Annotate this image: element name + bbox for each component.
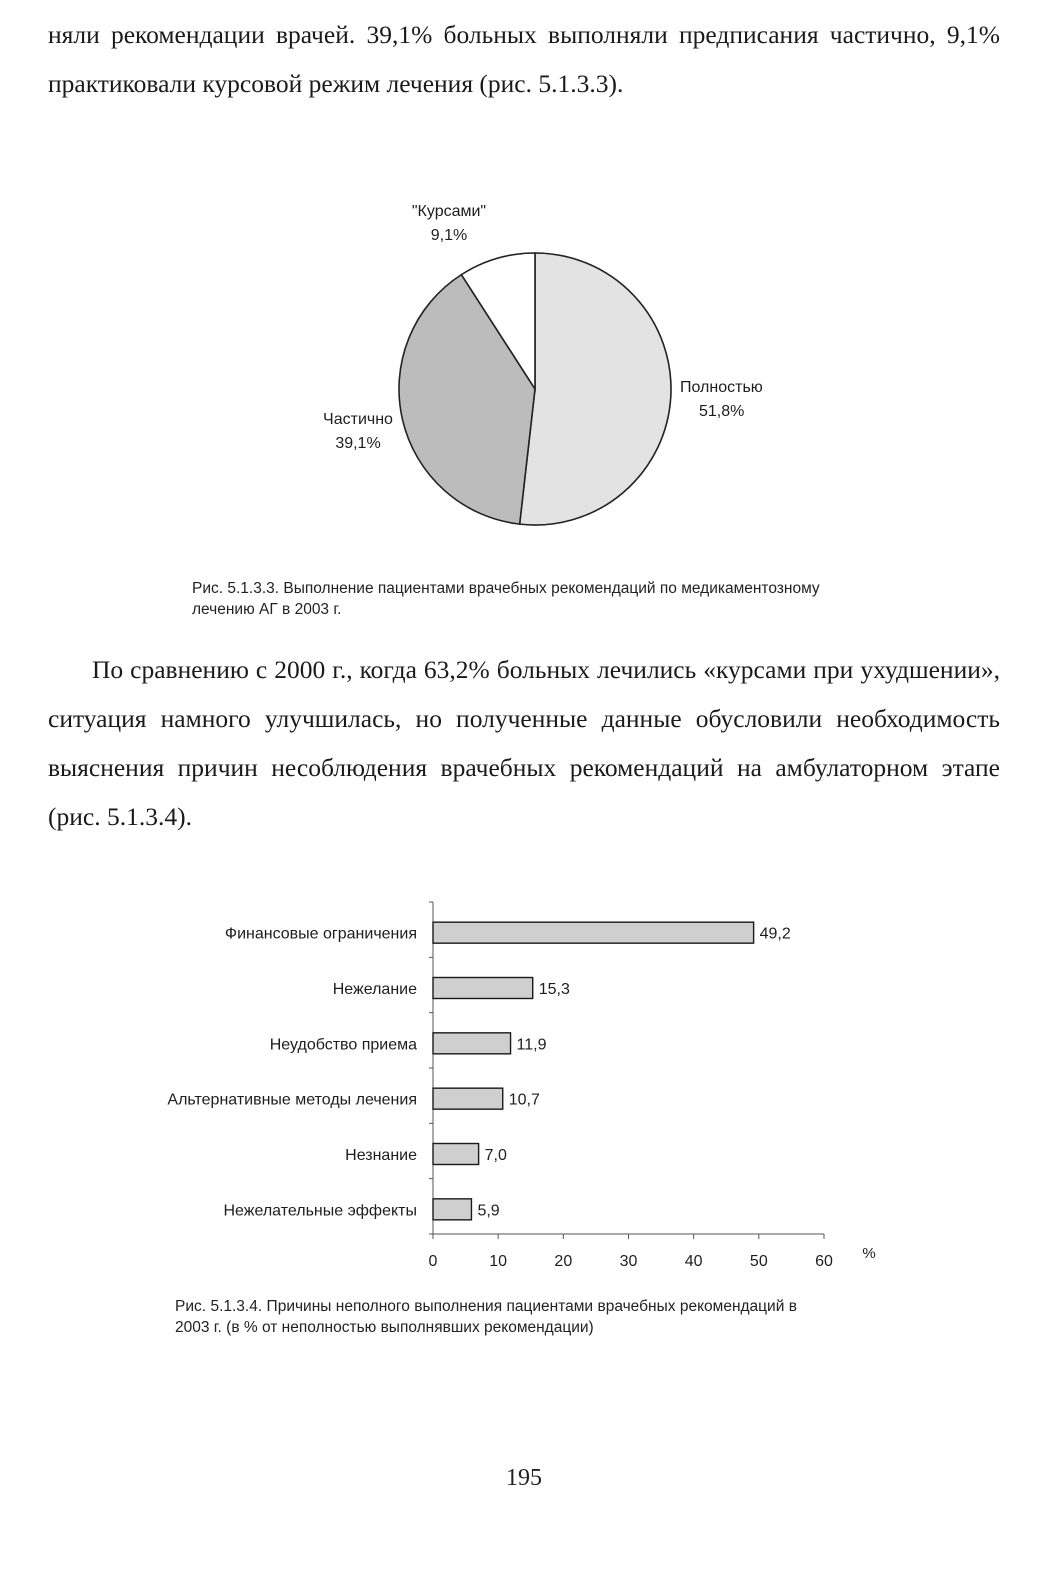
pie-label-partial-value: 39,1% <box>335 435 381 452</box>
page-number: 195 <box>506 1465 542 1491</box>
x-tick-label: 40 <box>684 1253 703 1270</box>
bar <box>433 1199 471 1220</box>
bar <box>433 1144 479 1165</box>
bar-value-label: 11,9 <box>516 1036 547 1054</box>
x-tick-label: 30 <box>619 1253 638 1270</box>
bar <box>433 978 533 999</box>
pie-label-courses-name: "Курсами" <box>411 203 487 220</box>
x-tick-label: 60 <box>815 1253 833 1270</box>
pie-label-full-name: Полностью <box>680 379 763 396</box>
pie-label-full-value: 51,8% <box>699 403 745 420</box>
bar-value-label: 5,9 <box>477 1202 500 1220</box>
paragraph-middle: По сравнению с 2000 г., когда 63,2% больных лечились «курсами при ухудшении», ситуация намного улучшилась, но полученные данные обусловили необходимость выяснения причин несоблюдения врачебных рекомендаций на амбулаторном этапе (рис. 5.1.3.4). <box>48 655 1000 831</box>
category-label: Незнание <box>345 1147 417 1164</box>
x-tick-label: 10 <box>489 1253 508 1270</box>
x-tick-label: 50 <box>749 1253 768 1270</box>
category-label: Финансовые ограничения <box>224 925 417 943</box>
bar <box>433 1088 503 1109</box>
bar-value-label: 49,2 <box>759 925 791 943</box>
bar-value-label: 10,7 <box>508 1091 540 1109</box>
category-label: Неудобство приема <box>269 1036 417 1054</box>
figure-1-caption: Рис. 5.1.3.3. Выполнение пациентами врачебных рекомендаций по медикаментозному лечению АГ в 2003 г. <box>192 580 820 618</box>
x-axis-unit-label: % <box>862 1245 876 1262</box>
bar-value-label: 7,0 <box>484 1147 507 1164</box>
category-label: Нежелательные эффекты <box>223 1202 417 1220</box>
pie-slice-full <box>520 253 671 525</box>
category-label: Альтернативные методы лечения <box>167 1091 417 1109</box>
bar-chart <box>0 890 1048 1285</box>
pie-label-partial-name: Частично <box>323 411 393 428</box>
bar-value-label: 15,3 <box>538 981 570 998</box>
pie-label-courses-value: 9,1% <box>430 227 468 244</box>
bar <box>433 1033 511 1054</box>
paragraph-top: няли рекомендации врачей. 39,1% больных выполняли предписания частично, 9,1% практиковали курсовой режим лечения (рис. 5.1.3.3). <box>48 20 1000 98</box>
pie-chart <box>0 180 1048 560</box>
x-tick-label: 0 <box>428 1253 438 1270</box>
figure-2-caption: Рис. 5.1.3.4. Причины неполного выполнения пациентами врачебных рекомендаций в 2003 г. (в % от неполностью выполнявших рекомендации) <box>175 1298 797 1336</box>
bar <box>433 922 754 943</box>
category-label: Нежелание <box>332 981 417 998</box>
x-tick-label: 20 <box>554 1253 573 1270</box>
